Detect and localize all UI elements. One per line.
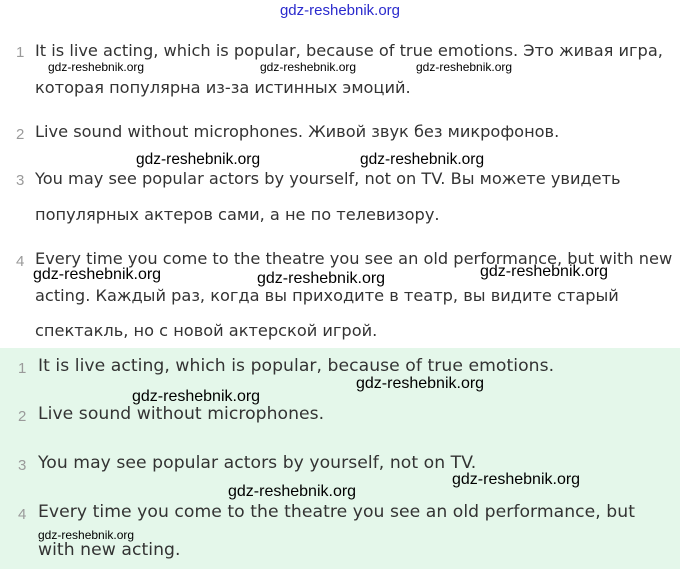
item-line: acting. Каждый раз, когда вы приходите в театр, вы видите старый <box>35 286 619 305</box>
item-line: Every time you come to the theatre you see an old performance, but <box>38 502 635 522</box>
item-number: 2 <box>18 408 27 425</box>
item-line: Live sound without microphones. <box>38 404 325 424</box>
site-watermark: gdz-reshebnik.org <box>452 471 581 488</box>
item-line: You may see popular actors by yourself, not on TV. Вы можете увидеть <box>35 169 621 188</box>
site-watermark-header: gdz-reshebnik.org <box>279 2 401 19</box>
site-watermark: gdz-reshebnik.org <box>132 388 261 405</box>
item-line: It is live acting, which is popular, because of true emotions. Это живая игра, <box>35 41 663 60</box>
site-watermark: gdz-reshebnik.org <box>33 266 162 283</box>
item-line: Every time you come to the theatre you see an old performance, but with new <box>35 249 673 268</box>
site-watermark: gdz-reshebnik.org <box>136 151 261 168</box>
item-line: которая популярна из-за истинных эмоций. <box>35 78 411 97</box>
site-watermark: gdz-reshebnik.org <box>228 483 357 500</box>
item-line: with new acting. <box>38 540 181 560</box>
site-watermark: gdz-reshebnik.org <box>48 60 145 74</box>
item-line: It is live acting, which is popular, because of true emotions. <box>38 356 555 376</box>
site-watermark: gdz-reshebnik.org <box>38 528 135 542</box>
item-number: 4 <box>18 506 27 523</box>
item-number: 3 <box>18 457 27 474</box>
site-watermark: gdz-reshebnik.org <box>360 151 485 168</box>
item-line: популярных актеров сами, а не по телевизору. <box>35 205 440 224</box>
item-number: 3 <box>16 172 25 189</box>
site-watermark: gdz-reshebnik.org <box>416 60 513 74</box>
item-line: You may see popular actors by yourself, not on TV. <box>38 453 477 473</box>
item-number: 4 <box>16 253 25 270</box>
site-watermark: gdz-reshebnik.org <box>356 375 485 392</box>
item-line: Live sound without microphones. Живой звук без микрофонов. <box>35 122 560 141</box>
item-number: 1 <box>18 360 27 377</box>
site-watermark: gdz-reshebnik.org <box>480 263 609 280</box>
item-number: 2 <box>16 126 25 143</box>
site-watermark: gdz-reshebnik.org <box>257 270 386 287</box>
item-line: спектакль, но с новой актерской игрой. <box>35 321 378 340</box>
item-number: 1 <box>16 44 25 61</box>
site-watermark: gdz-reshebnik.org <box>260 60 357 74</box>
